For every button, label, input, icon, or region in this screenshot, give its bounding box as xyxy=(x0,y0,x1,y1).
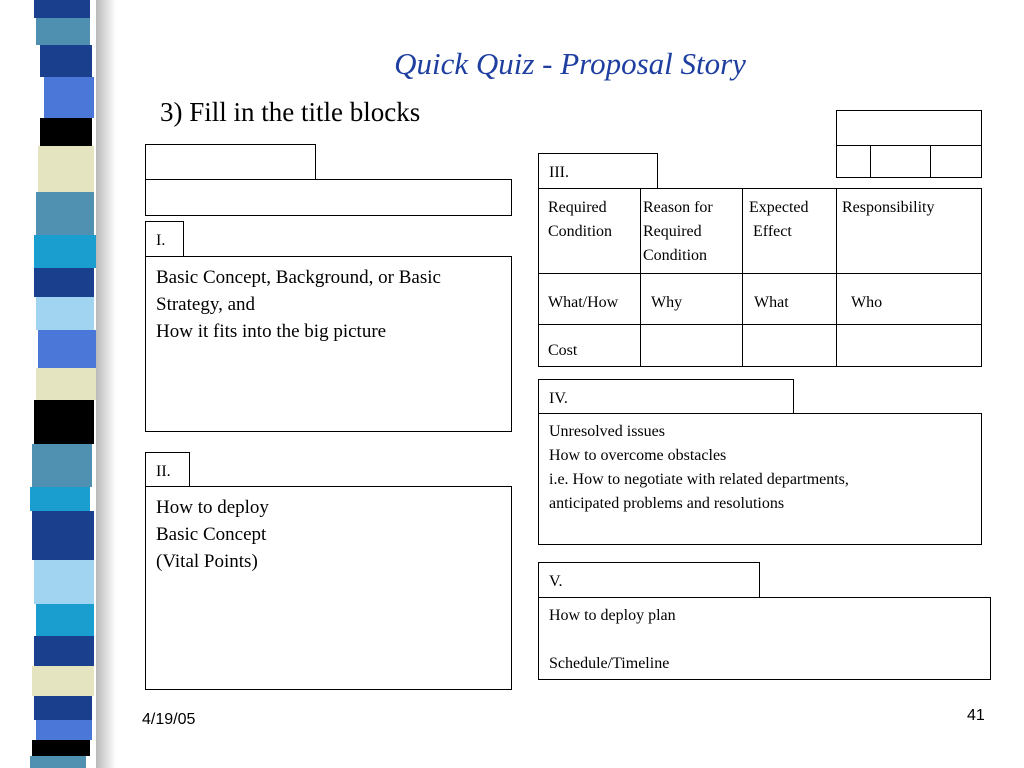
decorative-stripe xyxy=(36,18,90,45)
slide-title: Quick Quiz - Proposal Story xyxy=(394,46,746,81)
decorative-stripe xyxy=(36,368,98,400)
section-4-line: i.e. How to negotiate with related departments, xyxy=(549,471,849,488)
decorative-stripe xyxy=(44,77,94,118)
section-1-line: Basic Concept, Background, or Basic Strategy, and xyxy=(156,267,441,315)
table-cell: Who xyxy=(851,294,883,311)
decorative-stripe xyxy=(34,560,94,604)
section-5-body xyxy=(538,597,991,680)
decorative-stripe xyxy=(36,720,92,740)
decorative-stripe xyxy=(40,118,92,146)
decorative-stripe xyxy=(34,636,94,666)
section-4-line: anticipated problems and resolutions xyxy=(549,495,785,512)
section-1-line: How it fits into the big picture xyxy=(156,321,387,342)
decorative-stripe xyxy=(36,604,94,636)
section-2-line: How to deploy xyxy=(156,497,269,518)
decorative-stripe xyxy=(32,444,92,487)
section-3-label: III. xyxy=(538,153,658,189)
table-cell: Why xyxy=(651,294,683,311)
table-cell: What/How xyxy=(548,294,619,311)
section-2-body xyxy=(145,486,512,690)
section-4-line: How to overcome obstacles xyxy=(549,447,727,464)
decorative-stripe xyxy=(36,192,94,235)
decorative-stripe xyxy=(34,0,90,18)
empty-title-block-wide xyxy=(145,179,512,216)
approval-block-bottom xyxy=(836,145,982,178)
section-3-table xyxy=(538,188,982,367)
section-2-line: (Vital Points) xyxy=(156,551,258,572)
section-4-line: Unresolved issues xyxy=(549,423,665,440)
section-5-line xyxy=(549,628,980,652)
section-1-label: I. xyxy=(145,221,184,257)
decorative-stripe xyxy=(36,297,94,330)
section-4-label: IV. xyxy=(538,379,794,414)
section-2-label: II. xyxy=(145,452,190,487)
decorative-stripe xyxy=(34,235,96,268)
stripe-shadow xyxy=(96,0,116,768)
decorative-stripe xyxy=(38,330,98,368)
slide-date: 4/19/05 xyxy=(142,711,196,728)
decorative-stripe xyxy=(32,666,94,696)
section-5-line: Schedule/Timeline xyxy=(549,655,670,672)
decorative-stripe xyxy=(34,268,94,297)
table-row-divider xyxy=(539,273,981,274)
section-2-line: Basic Concept xyxy=(156,524,267,545)
decorative-stripe xyxy=(30,487,90,511)
section-5-line: How to deploy plan xyxy=(549,607,676,624)
table-col-divider xyxy=(640,189,641,366)
decorative-stripe xyxy=(34,400,94,444)
decorative-stripe xyxy=(30,756,86,768)
section-4-body xyxy=(538,413,982,545)
section-5-label: V. xyxy=(538,562,760,598)
table-header-cell: Expected Effect xyxy=(749,199,809,240)
table-col-divider xyxy=(836,189,837,366)
decorative-stripe xyxy=(34,696,92,720)
table-row-divider xyxy=(539,324,981,325)
decorative-stripe xyxy=(40,45,92,77)
table-header-cell: Required Condition xyxy=(548,199,613,240)
table-col-divider xyxy=(742,189,743,366)
slide-page-number: 41 xyxy=(967,707,985,724)
approval-block-top xyxy=(836,110,982,146)
approval-divider-2 xyxy=(930,145,931,178)
section-1-body xyxy=(145,256,512,432)
table-cell: Cost xyxy=(548,342,578,359)
decorative-stripe-bar xyxy=(30,0,100,768)
empty-title-block-small xyxy=(145,144,316,180)
table-cell: What xyxy=(754,294,789,311)
approval-divider-1 xyxy=(870,145,871,178)
decorative-stripe xyxy=(38,146,94,192)
decorative-stripe xyxy=(32,740,90,756)
table-header-cell: Responsibility xyxy=(842,199,935,216)
slide-subtitle: 3) Fill in the title blocks xyxy=(160,97,421,127)
decorative-stripe xyxy=(32,511,94,560)
table-header-cell: Reason for Required Condition xyxy=(643,199,713,264)
